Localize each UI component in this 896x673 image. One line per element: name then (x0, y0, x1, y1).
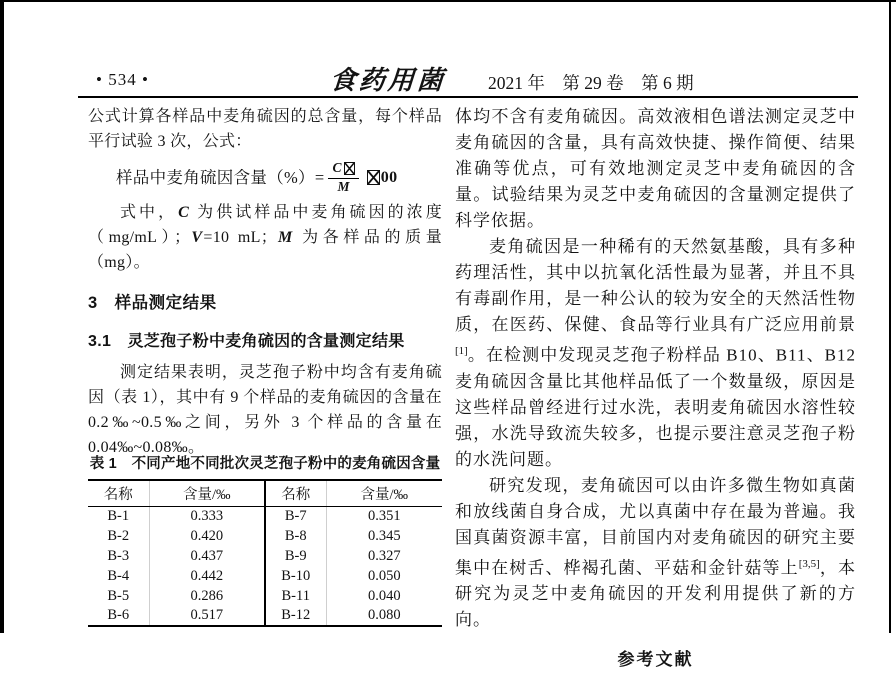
sample-name-cell: B-6 (88, 606, 149, 626)
table-row (88, 546, 442, 566)
page-border-left (0, 0, 4, 633)
journal-name: 食药用菌 (328, 66, 447, 95)
header-rule (78, 96, 858, 98)
references-heading: 参考文献 (617, 650, 694, 670)
sample-name-cell: B-10 (265, 566, 326, 586)
content-value-cell: 0.080 (367, 607, 401, 623)
formula-multiplier (366, 165, 398, 190)
results-paragraph: 测定结果表明，灵芝孢子粉中均含有麦角硫因（表 1），其中有 9 个样品的麦角硫因的含量在 0.2‰~0.5‰之间，另外 3 个样品的含量在 0.04‰~0.08‰。 (88, 363, 442, 456)
paragraph-text: 研究发现，麦角硫因可以由许多微生物如真菌和放线菌自身合成，尤以真菌中存在最为普遍。我国真菌资源丰富，目前国内对麦角硫因的研究主要集中在树舌、桦褐孔菌、平菇和金针菇等上 (455, 475, 856, 578)
content-value-cell: 0.050 (367, 567, 401, 584)
citation-ref-1: [1] (455, 345, 468, 357)
table-row (88, 526, 442, 546)
microorganism-paragraph (455, 473, 856, 634)
table-row (88, 586, 442, 606)
table-row (88, 506, 442, 526)
pharmacology-paragraph (455, 234, 856, 473)
table-header-row (88, 480, 442, 506)
paragraph-text: 。在检测中发现灵芝孢子粉样品 B10、B11、B12 麦角硫因含量比其他样品低了一个数量级，原因是这些样品曾经进行过水洗，表明麦角硫因水溶性较强，水洗导致流失较多，也提示要注意灵芝孢子粉的水洗问题。 (455, 345, 856, 469)
citation-ref-3-5: [3,5] (798, 557, 820, 570)
variable-m: M (278, 228, 293, 246)
table-row (88, 606, 442, 626)
formula-lhs: 样品中麦角硫因含量（%）= (116, 168, 325, 188)
note-text: 为各样品的质量（mg）。 (88, 228, 442, 271)
paragraph-text: 麦角硫因是一种稀有的天然氨基酸，具有多种药理活性，其中以抗氧化活性最为显著，并且不具有毒副作用，是一种公认的较为安全的天然活性物质，在医药、保健、食品等行业具有广泛应用前景 (455, 237, 856, 334)
missing-glyph-icon (367, 170, 380, 185)
formula-fraction (328, 161, 358, 195)
table-row (88, 566, 442, 586)
content-value-cell: 0.517 (149, 606, 265, 626)
sample-name-cell: B-7 (265, 506, 326, 526)
missing-glyph-icon (344, 162, 355, 175)
paragraph-text: ，本研究为灵芝中麦角硫因的开发利用提供了新的方向。 (455, 558, 857, 630)
sample-name-cell: B-3 (88, 546, 149, 566)
variable-v: V (191, 228, 203, 246)
sample-name-cell: B-8 (265, 526, 326, 546)
content-value-cell: 0.333 (149, 506, 265, 526)
variable-m: M (337, 178, 350, 194)
section-heading: 3 样品测定结果 (88, 293, 217, 312)
sample-name-cell: B-2 (88, 526, 149, 546)
sample-name-cell: B-4 (88, 566, 149, 586)
right-column (455, 104, 856, 673)
table-1-block (88, 452, 442, 627)
page-border-right (889, 0, 891, 633)
table-caption: 表 1 不同产地不同批次灵芝孢子粉中的麦角硫因含量 (89, 456, 441, 472)
page-number: • 534 • (96, 70, 149, 89)
col-header-content: 含量/‰ (326, 480, 442, 506)
content-value-cell: 0.327 (367, 547, 401, 564)
sample-name-cell: B-1 (88, 506, 149, 526)
variable-c: C (332, 160, 342, 175)
content-value-cell: 0.286 (149, 586, 265, 606)
col-header-content: 含量/‰ (149, 480, 265, 506)
ergothioneine-content-table (88, 479, 442, 627)
col-header-name: 名称 (265, 480, 326, 506)
page-header (88, 58, 858, 94)
formula-numerator (328, 161, 358, 179)
hplc-paragraph: 体均不含有麦角硫因。高效液相色谱法测定灵芝中麦角硫因的含量，具有高效快捷、操作简便、结果准确等优点，可有效地测定灵芝中麦角硫因的含量。试验结果为灵芝中麦角硫因的含量测定提供了科学依据。 (455, 107, 856, 230)
content-value-cell: 0.040 (367, 587, 401, 604)
formula (88, 161, 442, 195)
content-value-cell: 0.345 (367, 527, 401, 544)
content-value-cell: 0.420 (149, 526, 265, 546)
table-body (88, 506, 442, 626)
multiplier-digits: 00 (380, 169, 398, 187)
content-value-cell: 0.351 (367, 507, 401, 524)
subsection-heading: 3.1 灵芝孢子粉中麦角硫因的含量测定结果 (88, 332, 405, 350)
sample-name-cell: B-11 (265, 586, 326, 606)
col-header-name: 名称 (88, 480, 149, 506)
issue-info: 2021 年 第 29 卷 第 6 期 (488, 73, 694, 93)
note-text: =10 mL； (203, 228, 278, 246)
formula-denominator (336, 179, 350, 195)
formula-note-paragraph (88, 200, 442, 275)
note-text: 式中， (120, 203, 178, 221)
variable-c: C (178, 203, 190, 221)
sample-name-cell: B-9 (265, 546, 326, 566)
sample-name-cell: B-12 (265, 606, 326, 626)
content-value-cell: 0.437 (149, 546, 265, 566)
note-text: 为供试样品中麦角硫因的浓度（mg/mL）； (88, 203, 442, 246)
page-border-top (0, 0, 896, 2)
content-value-cell: 0.442 (149, 566, 265, 586)
intro-paragraph: 公式计算各样品中麦角硫因的总含量，每个样品平行试验 3 次，公式： (88, 108, 442, 150)
sample-name-cell: B-5 (88, 586, 149, 606)
left-column (88, 104, 442, 460)
